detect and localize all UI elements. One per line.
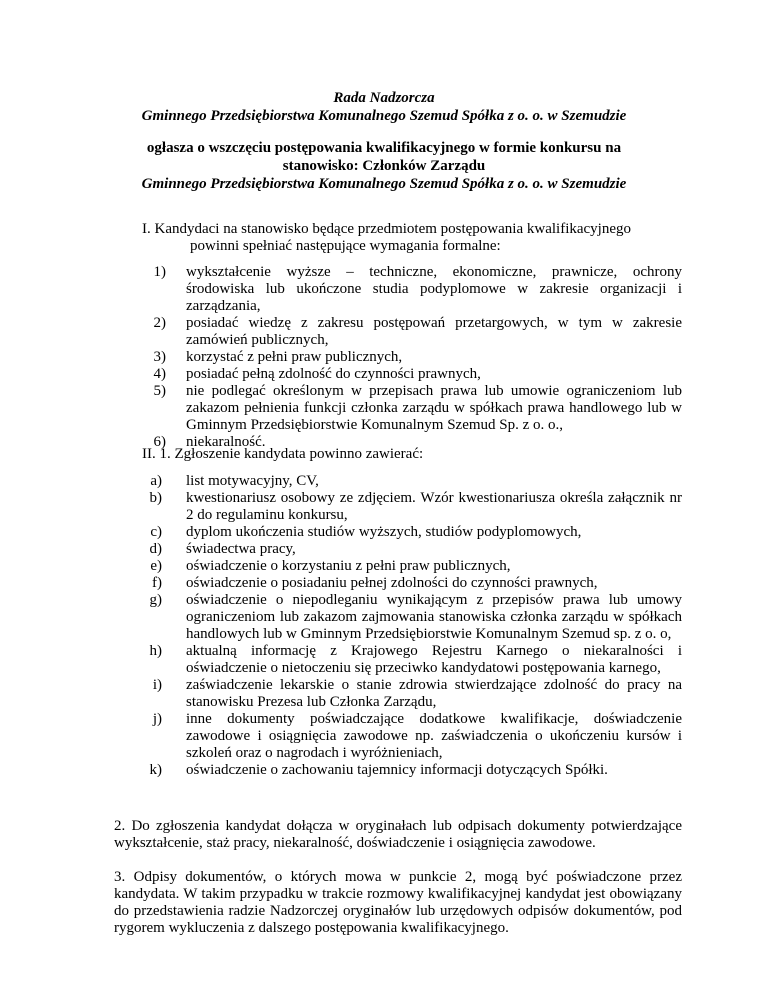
section-1-intro bbox=[142, 221, 682, 255]
list-item-text: niekaralność. bbox=[186, 434, 266, 450]
list-item-text: świadectwa pracy, bbox=[186, 541, 296, 557]
list-item-text: oświadczenie o posiadaniu pełnej zdolności do czynności prawnych, bbox=[186, 575, 598, 591]
list-item-text: zaświadczenie lekarskie o stanie zdrowia stwierdzające zdolność do pracy na stanowisku Prezesa lub Członka Zarządu, bbox=[186, 677, 682, 710]
list-item-marker: 4) bbox=[153, 366, 166, 382]
list-item bbox=[0, 490, 682, 524]
list-item-marker: 1) bbox=[153, 264, 166, 280]
list-item-text: oświadczenie o niepodleganiu wynikającym z przepisów prawa lub umowy ograniczeniom lub zakazom zajmowania stanowiska członka zarządu w spółkach handlowych lub w Gminnym Przedsiębiorstwie Komunalnym Szemud sp. z o. o, bbox=[186, 592, 682, 642]
list-item bbox=[0, 558, 682, 575]
list-item-text: wykształcenie wyższe – techniczne, ekonomiczne, prawnicze, ochrony środowiska lub ukończone studia podyplomowe w zakresie organizacji i zarządzania, bbox=[186, 264, 682, 314]
list-item-text: posiadać pełną zdolność do czynności prawnych, bbox=[186, 366, 481, 382]
list-item-marker: b) bbox=[149, 490, 162, 506]
list-item-marker: 5) bbox=[153, 383, 166, 399]
list-item bbox=[0, 383, 682, 434]
list-item bbox=[0, 575, 682, 592]
list-item-marker: i) bbox=[152, 677, 162, 693]
list-item-text: korzystać z pełni praw publicznych, bbox=[186, 349, 403, 365]
paragraph-2: 2. Do zgłoszenia kandydat dołącza w oryginałach lub odpisach dokumenty potwierdzające wykształcenie, staż pracy, niekaralność, doświadczenie i osiągnięcia zawodowe. bbox=[114, 818, 682, 851]
list-item-marker: 2) bbox=[153, 315, 166, 331]
announcement-line-2: stanowisko: Członków Zarządu bbox=[282, 158, 486, 174]
list-item-text: inne dokumenty poświadczające dodatkowe kwalifikacje, doświadczenie zawodowe i osiągnięcia zawodowe np. zaświadczenia o ukończeniu kursów i szkoleń oraz o nagrodach i wyróżnieniach, bbox=[186, 711, 682, 761]
company-name: Gminnego Przedsiębiorstwa Komunalnego Szemud Spółka z o. o. w Szemudzie bbox=[141, 108, 627, 124]
list-item-marker: c) bbox=[150, 524, 162, 540]
application-contents-list bbox=[0, 473, 682, 779]
list-item bbox=[0, 592, 682, 643]
list-item bbox=[0, 711, 682, 762]
list-item bbox=[0, 349, 682, 366]
list-item bbox=[0, 677, 682, 711]
list-item-marker: e) bbox=[150, 558, 162, 574]
list-item-marker: 3) bbox=[153, 349, 166, 365]
section-1-intro-line-1: I. Kandydaci na stanowisko będące przedmiotem postępowania kwalifikacyjnego bbox=[142, 221, 632, 237]
list-item-marker: f) bbox=[152, 575, 162, 591]
list-item-marker: g) bbox=[149, 592, 162, 608]
list-item bbox=[0, 762, 682, 779]
section-2-intro: II. 1. Zgłoszenie kandydata powinno zawierać: bbox=[142, 446, 424, 462]
list-item-text: posiadać wiedzę z zakresu postępowań przetargowych, w tym w zakresie zamówień publicznych, bbox=[186, 315, 682, 348]
list-item bbox=[0, 315, 682, 349]
list-item-text: oświadczenie o korzystaniu z pełni praw publicznych, bbox=[186, 558, 511, 574]
list-item bbox=[0, 524, 682, 541]
list-item-text: aktualną informację z Krajowego Rejestru Karnego o niekaralności i oświadczenie o nietoczeniu się przeciwko kandydatowi postępowania karnego, bbox=[186, 643, 682, 676]
list-item bbox=[0, 366, 682, 383]
list-item-text: list motywacyjny, CV, bbox=[186, 473, 319, 489]
list-item-marker: 6) bbox=[153, 434, 166, 450]
list-item bbox=[0, 473, 682, 490]
document-header bbox=[0, 89, 768, 125]
list-item-text: kwestionariusz osobowy ze zdjęciem. Wzór kwestionariusza określa załącznik nr 2 do regulaminu konkursu, bbox=[186, 490, 682, 523]
list-item-text: dyplom ukończenia studiów wyższych, studiów podyplomowych, bbox=[186, 524, 582, 540]
list-item bbox=[0, 264, 682, 315]
announcement-line-1: ogłasza o wszczęciu postępowania kwalifikacyjnego w formie konkursu na bbox=[146, 140, 622, 156]
list-item bbox=[0, 643, 682, 677]
list-item-text: nie podlegać określonym w przepisach prawa lub umowie ograniczeniom lub zakazom pełnienia funkcji członka zarządu w spółkach prawa handlowego lub w Gminnym Przedsiębiorstwie Komunalnym Szemud Sp. z o. o., bbox=[186, 383, 682, 433]
list-item-marker: a) bbox=[150, 473, 162, 489]
list-item-marker: d) bbox=[149, 541, 162, 557]
list-item-text: oświadczenie o zachowaniu tajemnicy informacji dotyczących Spółki. bbox=[186, 762, 608, 778]
announcement-title bbox=[0, 139, 768, 193]
section-1-intro-line-2: powinni spełniać następujące wymagania formalne: bbox=[190, 238, 501, 254]
paragraph-3: 3. Odpisy dokumentów, o których mowa w punkcie 2, mogą być poświadczone przez kandydata. W takim przypadku w trakcie rozmowy kwalifikacyjnej kandydat jest obowiązany do przedstawienia radzie Nadzorczej oryginałów lub urzędowych odpisów dokumentów, pod rygorem wykluczenia z dalszego postępowania kwalifikacyjnego. bbox=[114, 869, 682, 936]
list-item-marker: h) bbox=[149, 643, 162, 659]
list-item-marker: k) bbox=[149, 762, 162, 778]
list-item-marker: j) bbox=[152, 711, 162, 727]
company-name-2: Gminnego Przedsiębiorstwa Komunalnego Szemud Spółka z o. o. w Szemudzie bbox=[141, 176, 627, 192]
list-item bbox=[0, 541, 682, 558]
requirements-list bbox=[0, 264, 682, 451]
board-name: Rada Nadzorcza bbox=[333, 90, 435, 106]
